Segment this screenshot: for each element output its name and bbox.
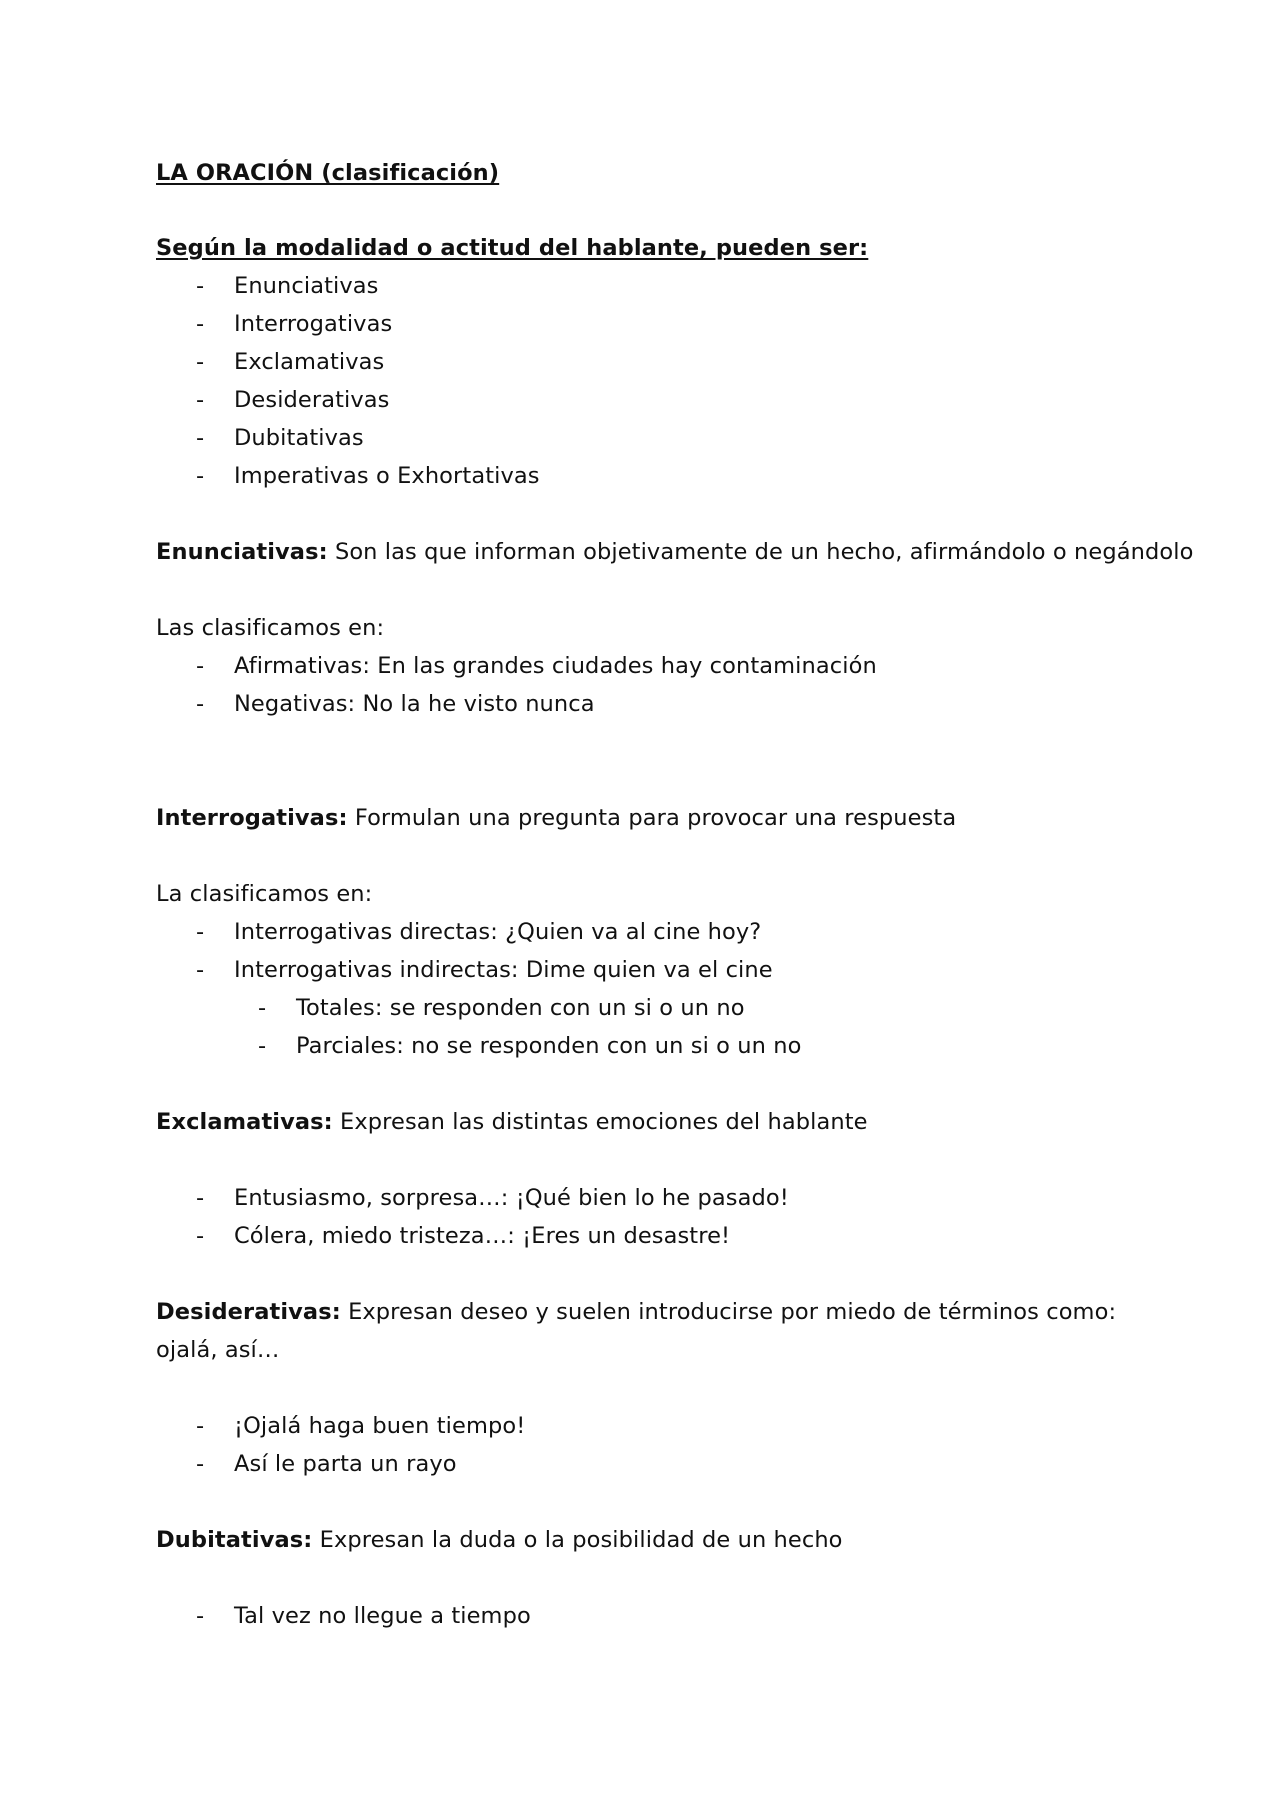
page-title: LA ORACIÓN (clasificación): [156, 160, 500, 186]
dubitativas-definition: Dubitativas: Expresan la duda o la posibilidad de un hecho: [156, 1527, 843, 1553]
desiderativas-definition-cont: ojalá, así…: [156, 1337, 280, 1363]
exclamativas-definition: Exclamativas: Expresan las distintas emociones del hablante: [156, 1109, 868, 1135]
desiderativas-definition: Desiderativas: Expresan deseo y suelen introducirse por miedo de términos como:: [156, 1299, 1117, 1325]
modalidad-heading: Según la modalidad o actitud del hablante, pueden ser:: [156, 235, 869, 261]
document-page: LA ORACIÓN (clasificación) Según la modalidad o actitud del hablante, pueden ser: - Enunciativas - Interrogativas - Exclamativas - Desiderativas - Dubitativas - Imperativas o Exhortativas Enunciativas: Son las que informan objetivamente de un hecho, afirmándolo o negándolo Las clasificamos en: - Afirmativas: En las grandes ciudades hay contaminación - Negativas: No la he visto nunca Interrogativas: Formulan una pregunta para provocar una respuesta La clasificamos en: - Interrogativas directas: ¿Quien va al cine hoy? - Interrogativas indirectas: Dime quien va el cine - Totales: se responden con un si o un no - Parciales: no se responden con un si o un no Exclamativas: Expresan las distintas emociones del hablante - Entusiasmo, sorpresa…: ¡Qué bien lo he pasado! - Cólera, miedo tristeza…: ¡Eres un desastre! Desiderativas: Expresan deseo y suelen introducirse por miedo de términos como: ojalá, así… - ¡Ojalá haga buen tiempo! - Así le parta un rayo Dubitativas: Expresan la duda o la posibilidad de un hecho - Tal vez no llegue a tiempo: [156, 160, 1194, 1629]
enunciativas-definition: Enunciativas: Son las que informan objetivamente de un hecho, afirmándolo o negándolo: [156, 539, 1194, 565]
enunciativas-intro: Las clasificamos en:: [156, 615, 385, 641]
interrogativas-definition: Interrogativas: Formulan una pregunta para provocar una respuesta: [156, 805, 957, 831]
interrogativas-intro: La clasificamos en:: [156, 881, 373, 907]
